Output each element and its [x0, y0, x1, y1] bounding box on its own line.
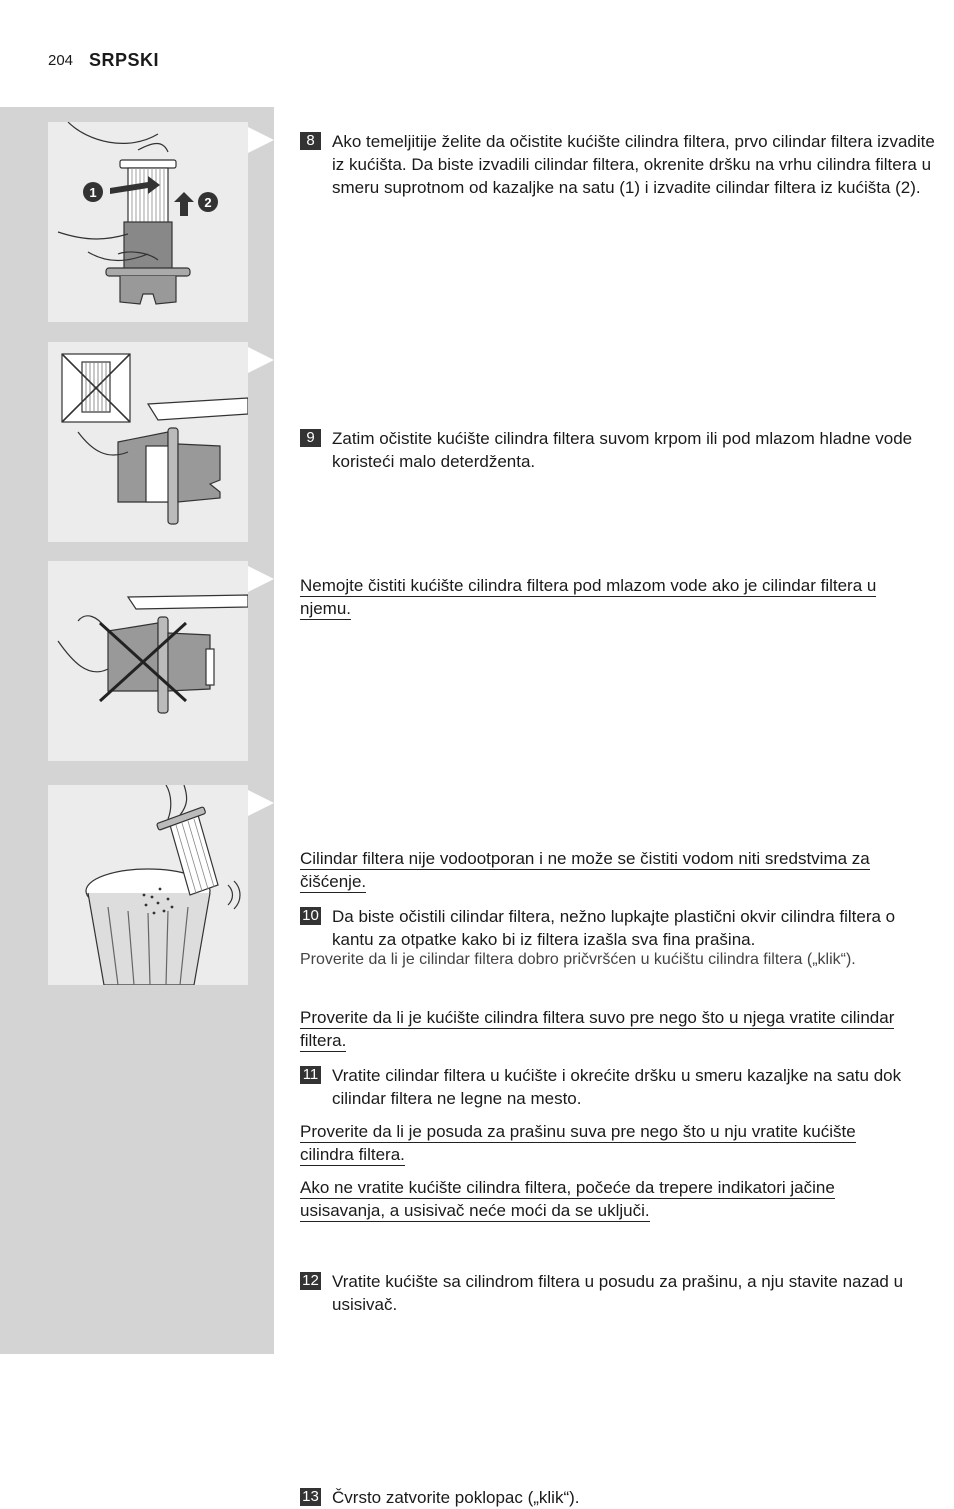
step-12: [300, 1270, 938, 1316]
step-number: 10: [300, 907, 321, 925]
step-number: 9: [300, 429, 321, 447]
illustration-remove-filter: [48, 122, 248, 322]
page-number: 204: [48, 52, 74, 69]
illustration-rinse-housing: [48, 342, 248, 542]
pointer-notch: [248, 566, 274, 592]
step-number: 12: [300, 1272, 321, 1290]
warning-note: [300, 574, 906, 620]
step-text: Da biste očistili cilindar filtera, nežno lupkajte plastični okvir cilindra filtera o kantu za otpatke kako bi iz filtera izašla sva fina prašina.: [332, 907, 896, 949]
note-text: Ako ne vratite kućište cilindra filtera, počeće da trepere indikatori jačine usisavanja, a usisivač neće moći da se uključi.: [300, 1178, 835, 1220]
step-9: [300, 427, 938, 473]
step-11: [300, 1064, 938, 1110]
warning-note: [300, 1006, 906, 1052]
step-text: Vratite kućište sa cilindrom filtera u posudu za prašinu, a nju stavite nazad u usisivač.: [332, 1272, 904, 1314]
language-heading: SRPSKI: [89, 50, 160, 70]
note-text: Cilindar filtera nije vodootporan i ne može se čistiti vodom niti sredstvima za čišćenje.: [300, 849, 870, 891]
step-text: Čvrsto zatvorite poklopac („klik“).: [332, 1488, 580, 1507]
note-text: Proverite da li je kućište cilindra filtera suvo pre nego što u njega vratite cilindar filtera.: [300, 1008, 895, 1050]
step-text: Ako temeljitije želite da očistite kućište cilindra filtera, prvo cilindar filtera izvadite iz kućišta. Da biste izvadili cilindar filtera, okrenite dršku na vrhu cilindra filtera u smeru suprotnom od kazaljke na satu (1) i izvadite cilindar filtera iz kućišta (2).: [332, 132, 935, 197]
callout-1: 1: [89, 185, 97, 200]
step-text: Zatim očistite kućište cilindra filtera suvom krpom ili pod mlazom hladne vode koristeći malo deterdženta.: [332, 429, 913, 471]
step-13: [300, 1486, 938, 1509]
warning-note: [300, 1176, 906, 1222]
note-text: Nemojte čistiti kućište cilindra filtera pod mlazom vode ako je cilindar filtera u njemu.: [300, 576, 877, 618]
illustration-no-rinse-with-filter: [48, 561, 248, 761]
step-10: [300, 905, 938, 951]
pointer-notch: [248, 790, 274, 816]
step-number: 11: [300, 1066, 321, 1084]
note-text: Proverite da li je posuda za prašinu suva pre nego što u nju vratite kućište cilindra filtera.: [300, 1122, 856, 1164]
step-11-subtext: Proverite da li je cilindar filtera dobro pričvršćen u kućištu cilindra filtera („klik“).: [300, 951, 856, 968]
step-text: Vratite cilindar filtera u kućište i okrećite dršku u smeru kazaljke na satu dok cilindar filtera ne legne na mesto.: [332, 1066, 902, 1108]
step-number: 13: [300, 1488, 321, 1506]
step-8: [300, 130, 938, 199]
callout-2: 2: [204, 195, 212, 210]
warning-note: [300, 1120, 906, 1166]
illustration-tap-filter-bin: [48, 785, 248, 985]
pointer-notch: [248, 127, 274, 153]
pointer-notch: [248, 347, 274, 373]
step-number: 8: [300, 132, 321, 150]
warning-note: [300, 847, 906, 893]
